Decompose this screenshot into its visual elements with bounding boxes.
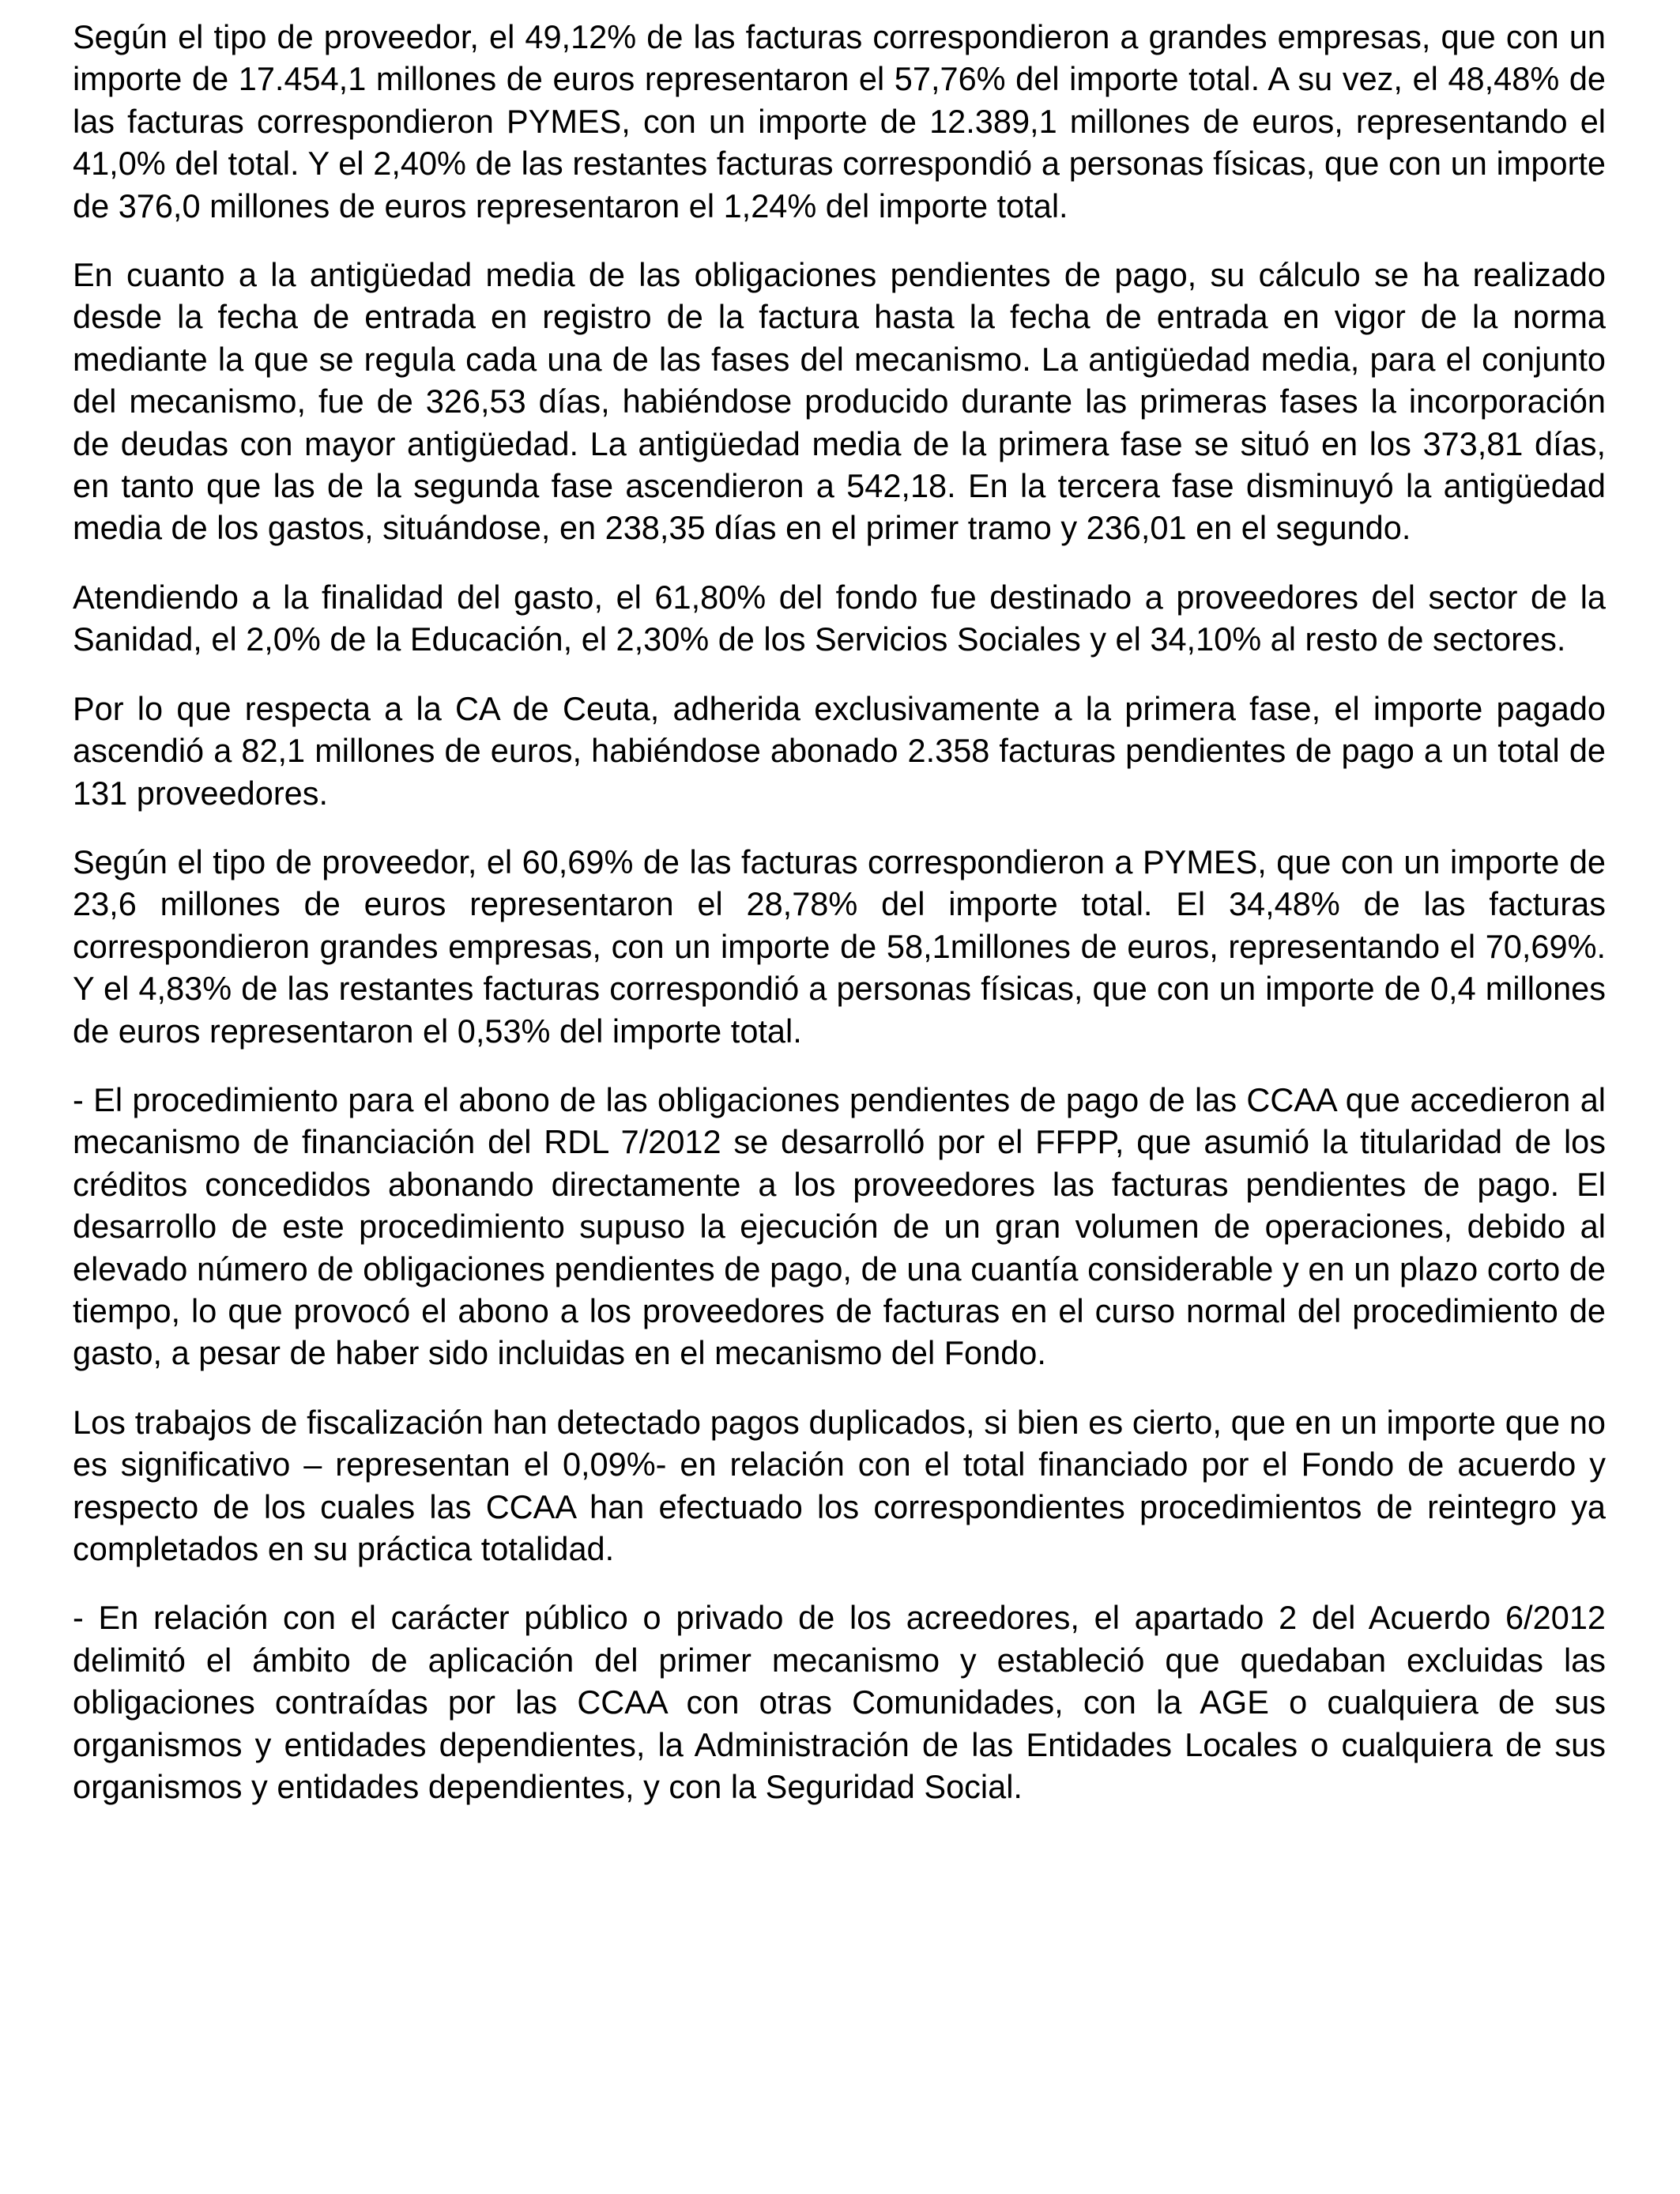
paragraph-average-age-obligations: En cuanto a la antigüedad media de las obligaciones pendientes de pago, su cálculo se ha realizado desde la fecha de entrada en registro de la factura hasta la fecha de entrada en vigor de la norma mediante la que se regula cada una de las fases del mecanismo. La antigüedad media, para el conjunto del mecanismo, fue de 326,53 días, habiéndose producido durante las primeras fases la incorporación de deudas con mayor antigüedad. La antigüedad media de la primera fase se situó en los 373,81 días, en tanto que las de la segunda fase ascendieron a 542,18. En la tercera fase disminuyó la antigüedad media de los gastos, situándose, en 238,35 días en el primer tramo y 236,01 en el segundo. [73, 256, 1606, 547]
paragraph-duplicate-payments: Los trabajos de fiscalización han detectado pagos duplicados, si bien es cierto, que en un importe que no es significativo – representan el 0,09%- en relación con el total financiado por el Fondo de acuerdo y respecto de los cuales las CCAA han efectuado los correspondientes procedimientos de reintegro ya completados en su práctica totalidad. [73, 1403, 1606, 1567]
paragraph-expense-purpose: Atendiendo a la finalidad del gasto, el 61,80% del fondo fue destinado a proveedores del sector de la Sanidad, el 2,0% de la Educación, el 2,30% de los Servicios Sociales y el 34,10% al resto de sectores. [73, 578, 1606, 658]
paragraph-ceuta-amount: Por lo que respecta a la CA de Ceuta, adherida exclusivamente a la primera fase, el importe pagado ascendió a 82,1 millones de euros, habiéndose abonado 2.358 facturas pendientes de pago a un total de 131 proveedores. [73, 689, 1606, 812]
paragraph-ceuta-provider-type: Según el tipo de proveedor, el 60,69% de las facturas correspondieron a PYMES, que con un importe de 23,6 millones de euros representaron el 28,78% del importe total. El 34,48% de las facturas correspondieron grandes empresas, con un importe de 58,1millones de euros, representando el 70,69%. Y el 4,83% de las restantes facturas correspondió a personas físicas, que con un importe de 0,4 millones de euros representaron el 0,53% del importe total. [73, 843, 1606, 1050]
document-page [73, 16, 1606, 1808]
paragraph-provider-type-summary: Según el tipo de proveedor, el 49,12% de las facturas correspondieron a grandes empresas, que con un importe de 17.454,1 millones de euros representaron el 57,76% del importe total. A su vez, el 48,48% de las facturas correspondieron PYMES, con un importe de 12.389,1 millones de euros, representando el 41,0% del total. Y el 2,40% de las restantes facturas correspondió a personas físicas, que con un importe de 376,0 millones de euros representaron el 1,24% del importe total. [73, 18, 1606, 224]
paragraph-payment-procedure: - El procedimiento para el abono de las obligaciones pendientes de pago de las CCAA que accedieron al mecanismo de financiación del RDL 7/2012 se desarrolló por el FFPP, que asumió la titularidad de los créditos concedidos abonando directamente a los proveedores las facturas pendientes de pago. El desarrollo de este procedimiento supuso la ejecución de un gran volumen de operaciones, debido al elevado número de obligaciones pendientes de pago, de una cuantía considerable y en un plazo corto de tiempo, lo que provocó el abono a los proveedores de facturas en el curso normal del procedimiento de gasto, a pesar de haber sido incluidas en el mecanismo del Fondo. [73, 1080, 1606, 1372]
paragraph-creditor-nature: - En relación con el carácter público o privado de los acreedores, el apartado 2 del Acuerdo 6/2012 delimitó el ámbito de aplicación del primer mecanismo y estableció que quedaban excluidas las obligaciones contraídas por las CCAA con otras Comunidades, con la AGE o cualquiera de sus organismos y entidades dependientes, la Administración de las Entidades Locales o cualquiera de sus organismos y entidades dependientes, y con la Seguridad Social. [73, 1599, 1606, 1806]
